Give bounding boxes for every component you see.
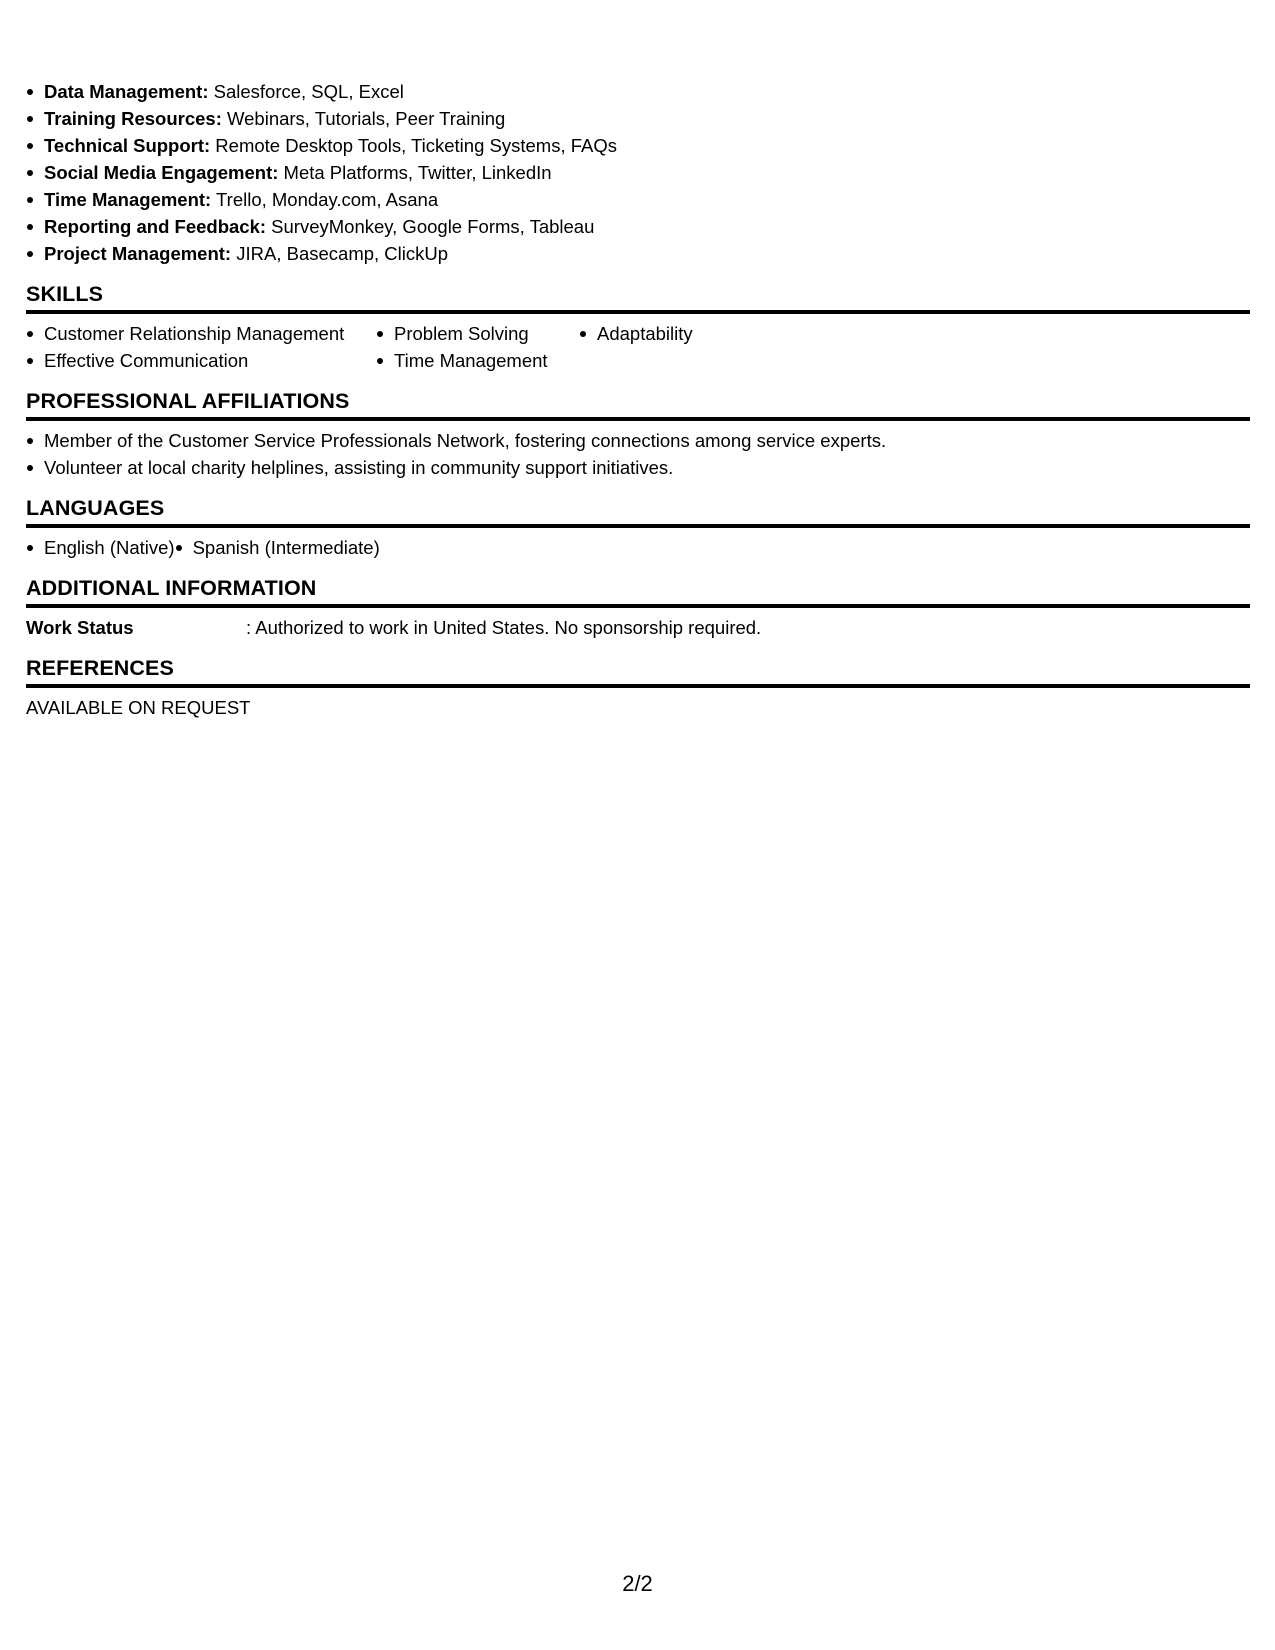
additional-info-body xyxy=(26,608,1250,641)
tool-category-label: Reporting and Feedback: xyxy=(44,216,267,237)
skills-grid xyxy=(26,314,1250,374)
affiliations-body xyxy=(26,421,1250,481)
tool-category-label: Project Management: xyxy=(44,243,232,264)
work-status-label: Work Status xyxy=(26,617,134,638)
languages-list xyxy=(26,534,1250,561)
list-item: Volunteer at local charity helplines, assisting in community support initiatives. xyxy=(26,454,1250,481)
skills-section xyxy=(26,280,1250,374)
list-item xyxy=(26,186,1250,213)
list-item xyxy=(26,213,1250,240)
list-item: English (Native) xyxy=(26,534,175,561)
work-status-value: : Authorized to work in United States. No sponsorship required. xyxy=(246,617,762,638)
tool-category-value: Webinars, Tutorials, Peer Training xyxy=(221,108,506,129)
section-title: LANGUAGES xyxy=(26,494,1250,528)
section-title: REFERENCES xyxy=(26,654,1250,688)
tool-category-value: SurveyMonkey, Google Forms, Tableau xyxy=(266,216,595,237)
list-item: Problem Solving xyxy=(376,320,579,347)
section-title: PROFESSIONAL AFFILIATIONS xyxy=(26,387,1250,421)
languages-section xyxy=(26,494,1250,561)
list-item: Adaptability xyxy=(579,320,799,347)
tools-list xyxy=(26,78,1250,267)
list-item: Effective Communication xyxy=(26,347,376,374)
resume-content xyxy=(26,78,1250,721)
tool-category-label: Social Media Engagement: xyxy=(44,162,279,183)
affiliations-list xyxy=(26,427,1250,481)
list-item: Member of the Customer Service Professionals Network, fostering connections among service experts. xyxy=(26,427,1250,454)
list-item: Spanish (Intermediate) xyxy=(175,534,380,561)
affiliations-section xyxy=(26,387,1250,481)
list-item xyxy=(26,78,1250,105)
tool-category-label: Time Management: xyxy=(44,189,212,210)
tool-category-label: Training Resources: xyxy=(44,108,222,129)
skills-column-1 xyxy=(26,320,376,374)
skills-column-3 xyxy=(579,320,799,374)
tool-category-value: JIRA, Basecamp, ClickUp xyxy=(231,243,449,264)
section-title: ADDITIONAL INFORMATION xyxy=(26,574,1250,608)
references-body xyxy=(26,688,1250,721)
tool-category-value: Remote Desktop Tools, Ticketing Systems, FAQs xyxy=(210,135,617,156)
tool-category-value: Salesforce, SQL, Excel xyxy=(208,81,404,102)
work-status-row xyxy=(26,614,1250,641)
list-item xyxy=(26,132,1250,159)
tool-category-value: Trello, Monday.com, Asana xyxy=(211,189,439,210)
tool-category-label: Technical Support: xyxy=(44,135,211,156)
tool-category-label: Data Management: xyxy=(44,81,209,102)
list-item: Time Management xyxy=(376,347,579,374)
list-item: Customer Relationship Management xyxy=(26,320,376,347)
additional-info-section xyxy=(26,574,1250,641)
list-item xyxy=(26,159,1250,186)
tool-category-value: Meta Platforms, Twitter, LinkedIn xyxy=(278,162,552,183)
section-title: SKILLS xyxy=(26,280,1250,314)
references-section xyxy=(26,654,1250,721)
list-item xyxy=(26,105,1250,132)
references-text: AVAILABLE ON REQUEST xyxy=(26,697,251,718)
skills-column-2 xyxy=(376,320,579,374)
languages-body xyxy=(26,528,1250,561)
page-number: 2/2 xyxy=(622,1571,653,1596)
list-item xyxy=(26,240,1250,267)
